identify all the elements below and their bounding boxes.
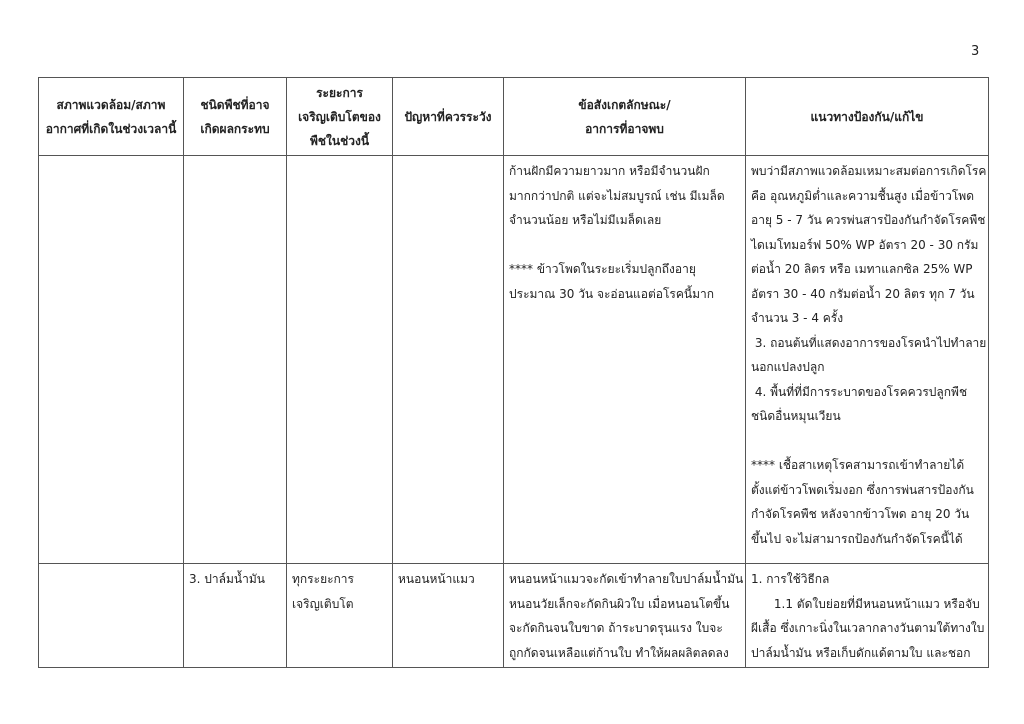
header-text: แนวทางป้องกัน/แก้ไข [810,109,924,124]
header-row [39,78,989,156]
column-header [504,78,746,156]
column-header [184,78,287,156]
header-text: อาการที่อาจพบ [585,121,664,136]
cell-line [509,233,740,258]
cell-line: 1. การใช้วิธีกล [751,572,830,586]
cell-line: หนอนวัยเล็กจะกัดกินผิวใบ เมื่อหนอนโตขึ้น [509,596,730,611]
header-text: อากาศที่เกิดในช่วงเวลานี้ [45,121,177,136]
cell-line: ผีเสื้อ ซึ่งเกาะนิ่งในเวลากลางวันตามใต้ทางใบ [751,621,985,635]
cell-stage [287,156,393,564]
column-header [746,78,989,156]
cell-line: หนอนหน้าแมวจะกัดเข้าทำลายใบปาล์มน้ำมัน [509,572,744,586]
cell-line: 4. พื้นที่ที่มีการระบาดของโรคควรปลูกพืช [751,384,968,399]
cell-line: ทุกระยะการ [292,572,354,586]
cell-line: จำนวน 3 - 4 ครั้ง [751,311,844,325]
header-text: ชนิดพืชที่อาจ [200,97,270,112]
cell-line: จะกัดกินจนใบขาด ถ้าระบาดรุนแรง ใบจะ [509,621,723,635]
table-row [39,564,989,668]
cell-environment [39,156,184,564]
cell-line: ต่อน้ำ 20 ลิตร หรือ เมทาแลกซิล 25% WP [751,262,973,276]
table-row [39,156,989,564]
header-text: ข้อสังเกตลักษณะ/ [578,97,671,112]
cell-line: หนอนหน้าแมว [398,572,475,586]
cell-line: **** ข้าวโพดในระยะเริ่มปลูกถึงอายุ [509,262,696,276]
cell-line: นอกแปลงปลูก [751,360,825,374]
cell-symptoms [504,564,746,668]
cell-line: กำจัดโรคพืช หลังจากข้าวโพด อายุ 20 วัน [751,507,970,521]
page-number: 3 [971,44,980,59]
cell-line: อัตรา 30 - 40 กรัมต่อน้ำ 20 ลิตร ทุก 7 วัน [751,286,975,301]
cell-line: **** เชื้อสาเหตุโรคสามารถเข้าทำลายได้ [751,458,965,472]
header-text: ปัญหาที่ควรระวัง [404,109,492,124]
cell-line: เจริญเติบโต [292,596,354,611]
cell-line: พบว่ามีสภาพแวดล้อมเหมาะสมต่อการเกิดโรค [751,164,987,178]
cell-line: ก้านฝักมีความยาวมาก หรือมีจำนวนฝัก [509,164,710,178]
column-header [287,78,393,156]
cell-line: ประมาณ 30 วัน จะอ่อนแอต่อโรคนี้มาก [509,286,715,301]
cell-line: ขึ้นไป จะไม่สามารถป้องกันกำจัดโรคนี้ได้ [751,531,963,546]
cell-line: ชนิดอื่นหมุนเวียน [751,409,841,423]
cell-crop [184,564,287,668]
cell-line: 3. ถอนต้นที่แสดงอาการของโรคนำไปทำลาย [751,335,987,350]
cell-line: มากกว่าปกติ แต่จะไม่สมบูรณ์ เช่น มีเมล็ด [509,188,725,203]
cell-line [751,429,983,454]
header-text: ระยะการ [316,85,363,100]
cell-problem [393,156,504,564]
cell-line: ไดเมโทมอร์ฟ 50% WP อัตรา 20 - 30 กรัม [751,237,979,252]
cell-stage [287,564,393,668]
cell-line: ปาล์มน้ำมัน หรือเก็บดักแด้ตามใบ และชอก [751,645,971,660]
cell-solutions [746,156,989,564]
cell-environment [39,564,184,668]
cell-line: ตั้งแต่ข้าวโพดเริ่มงอก ซึ่งการพ่นสารป้องกัน [751,482,974,497]
cell-line: 1.1 ตัดใบย่อยที่มีหนอนหน้าแมว หรือจับ [751,596,980,611]
cell-solutions [746,564,989,668]
cell-problem [393,564,504,668]
cell-line: 3. ปาล์มน้ำมัน [189,572,265,586]
cell-symptoms [504,156,746,564]
cell-crop [184,156,287,564]
header-text: เจริญเติบโตของ [298,109,381,124]
column-header [39,78,184,156]
cell-line: ถูกกัดจนเหลือแต่ก้านใบ ทำให้ผลผลิตลดลง [509,645,729,660]
cell-line: จำนวนน้อย หรือไม่มีเมล็ดเลย [509,213,662,227]
header-text: เกิดผลกระทบ [200,121,270,136]
cell-line: คือ อุณหภูมิต่ำและความชื้นสูง เมื่อข้าวโพด [751,188,974,203]
column-header [393,78,504,156]
header-text: พืชในช่วงนี้ [309,133,370,148]
crop-advisory-table [38,77,989,668]
cell-line: อายุ 5 - 7 วัน ควรพ่นสารป้องกันกำจัดโรคพืช [751,213,986,227]
header-text: สภาพแวดล้อม/สภาพ [56,97,166,112]
